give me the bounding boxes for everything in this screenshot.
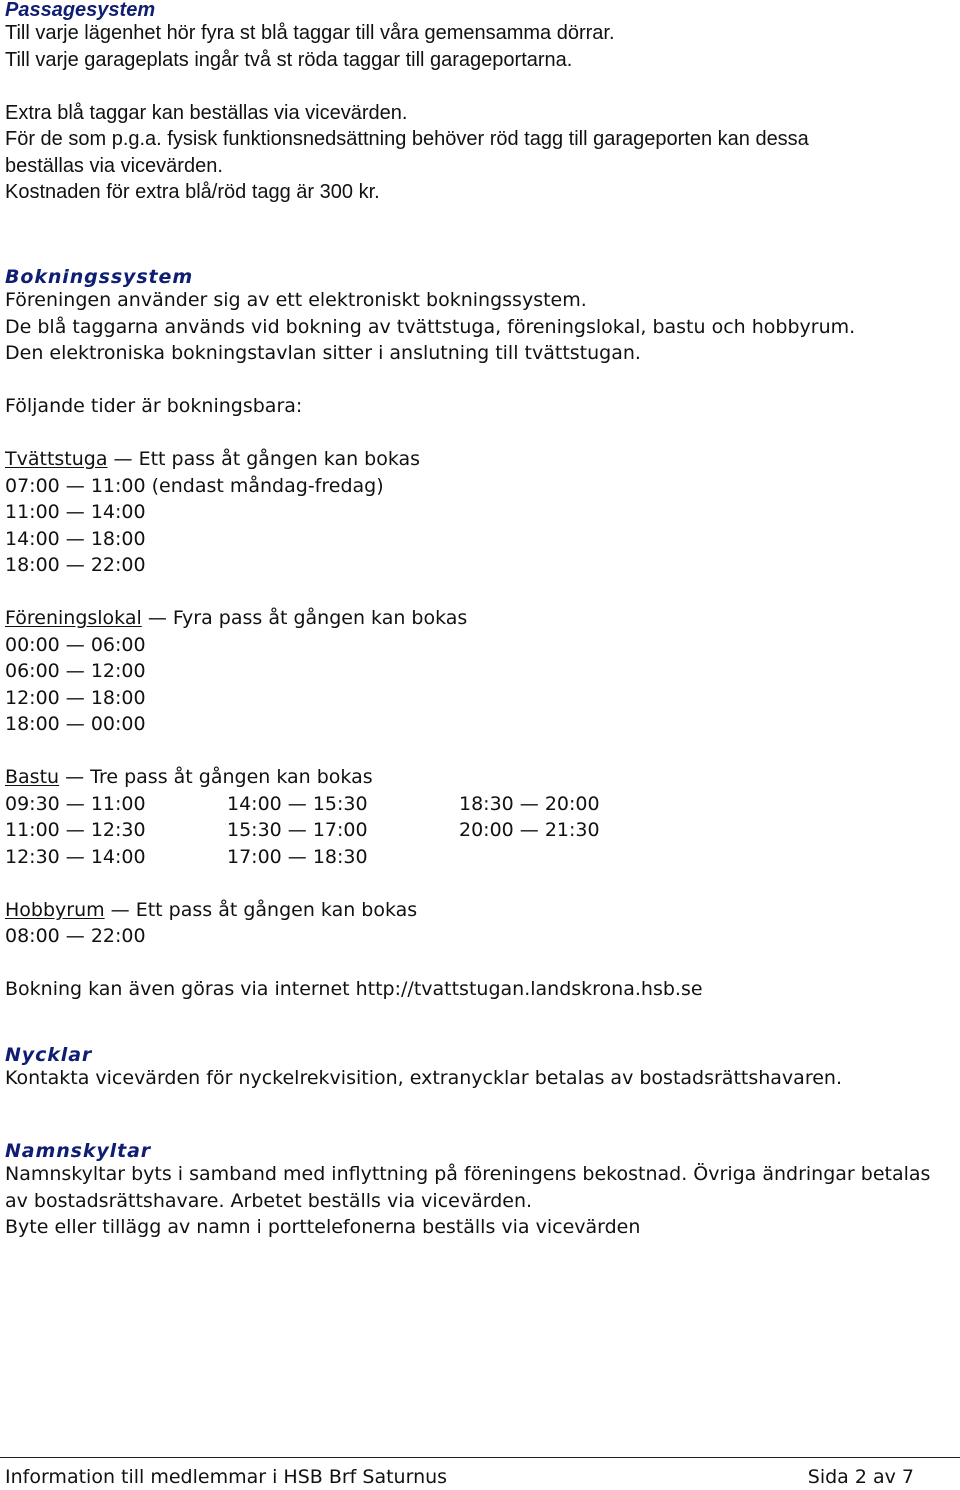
time-slot: 08:00 — 22:00: [5, 925, 146, 947]
time-slot: 15:30 — 17:00: [227, 819, 368, 841]
section-title-nycklar: Nycklar: [5, 1043, 93, 1066]
document-page: [5, 0, 955, 1241]
facility-rule: — Tre pass åt gången kan bokas: [59, 766, 373, 788]
time-slot: 18:30 — 20:00: [459, 792, 600, 815]
facility-heading-foreningslokal: [5, 605, 955, 632]
facility-rule: — Fyra pass åt gången kan bokas: [141, 607, 468, 629]
paragraph-line: Kostnaden för extra blå/röd tagg är 300 kr.: [5, 181, 380, 203]
paragraph-line: Namnskyltar byts i samband med inflyttning på föreningens bekostnad. Övriga ändringar betalas: [5, 1163, 931, 1185]
facility-name: Tvättstuga: [5, 448, 108, 470]
paragraph-line: beställas via vicevärden.: [5, 154, 223, 177]
facility-rule: — Ett pass åt gången kan bokas: [104, 898, 418, 921]
facility-name: Bastu: [5, 766, 60, 788]
paragraph-line: Föreningen använder sig av ett elektroniskt bokningssystem.: [5, 289, 587, 311]
time-slot: 17:00 — 18:30: [227, 845, 368, 868]
footer-page-number: Sida 2 av 7: [807, 1466, 914, 1488]
facility-name: Föreningslokal: [5, 607, 142, 629]
time-slot: 00:00 — 06:00: [5, 633, 146, 656]
footer-document-title: Information till medlemmar i HSB Brf Saturnus: [5, 1466, 448, 1488]
facility-name: Hobbyrum: [5, 898, 105, 921]
time-slot: 14:00 — 15:30: [227, 792, 368, 815]
time-slot-row: [5, 817, 955, 844]
paragraph-line: För de som p.g.a. fysisk funktionsnedsättning behöver röd tagg till garageporten kan dessa: [5, 128, 809, 150]
time-slot: 18:00 — 00:00: [5, 713, 146, 735]
time-slot: 11:00 — 14:00: [5, 501, 146, 523]
time-slot: 09:30 — 11:00: [5, 792, 146, 815]
time-slot: 06:00 — 12:00: [5, 660, 146, 682]
paragraph-line: Följande tider är bokningsbara:: [5, 395, 303, 417]
section-title-bokningssystem: Bokningssystem: [5, 266, 194, 288]
time-slot-row: [5, 844, 955, 871]
paragraph-line: Byte eller tillägg av namn i porttelefonerna beställs via vicevärden: [5, 1216, 641, 1238]
time-slot: 12:00 — 18:00: [5, 686, 146, 709]
paragraph-line: De blå taggarna används vid bokning av tvättstuga, föreningslokal, bastu och hobbyrum.: [5, 315, 856, 338]
internet-booking-text: Bokning kan även göras via internet http://tvattstugan.landskrona.hsb.se: [5, 978, 703, 1000]
time-slot: 07:00 — 11:00 (endast måndag-fredag): [5, 474, 384, 497]
time-slot: 18:00 — 22:00: [5, 554, 146, 576]
time-slot: 14:00 — 18:00: [5, 527, 146, 550]
paragraph-line: Kontakta vicevärden för nyckelrekvisition, extranycklar betalas av bostadsrättshavaren.: [5, 1066, 842, 1089]
paragraph-line: Extra blå taggar kan beställas via vicevärden.: [5, 101, 408, 124]
time-slot: 11:00 — 12:30: [5, 819, 146, 841]
time-slot: 12:30 — 14:00: [5, 845, 146, 868]
time-slot: 20:00 — 21:30: [459, 819, 600, 841]
facility-rule: — Ett pass åt gången kan bokas: [107, 448, 421, 470]
paragraph-line: Till varje lägenhet hör fyra st blå taggar till våra gemensamma dörrar.: [5, 22, 615, 44]
time-slot-row: [5, 791, 955, 818]
paragraph-line: Till varje garageplats ingår två st röda taggar till garageportarna.: [5, 48, 573, 71]
page-footer: [0, 1457, 960, 1490]
section-title-namnskyltar: Namnskyltar: [5, 1140, 152, 1162]
paragraph-line: av bostadsrättshavare. Arbetet beställs via vicevärden.: [5, 1189, 533, 1212]
section-title-passagesystem: Passagesystem: [5, 0, 156, 21]
paragraph-line: Den elektroniska bokningstavlan sitter i anslutning till tvättstugan.: [5, 342, 641, 364]
facility-heading-tvattstuga: [5, 446, 955, 473]
facility-heading-hobbyrum: [5, 897, 955, 924]
facility-heading-bastu: [5, 764, 955, 791]
